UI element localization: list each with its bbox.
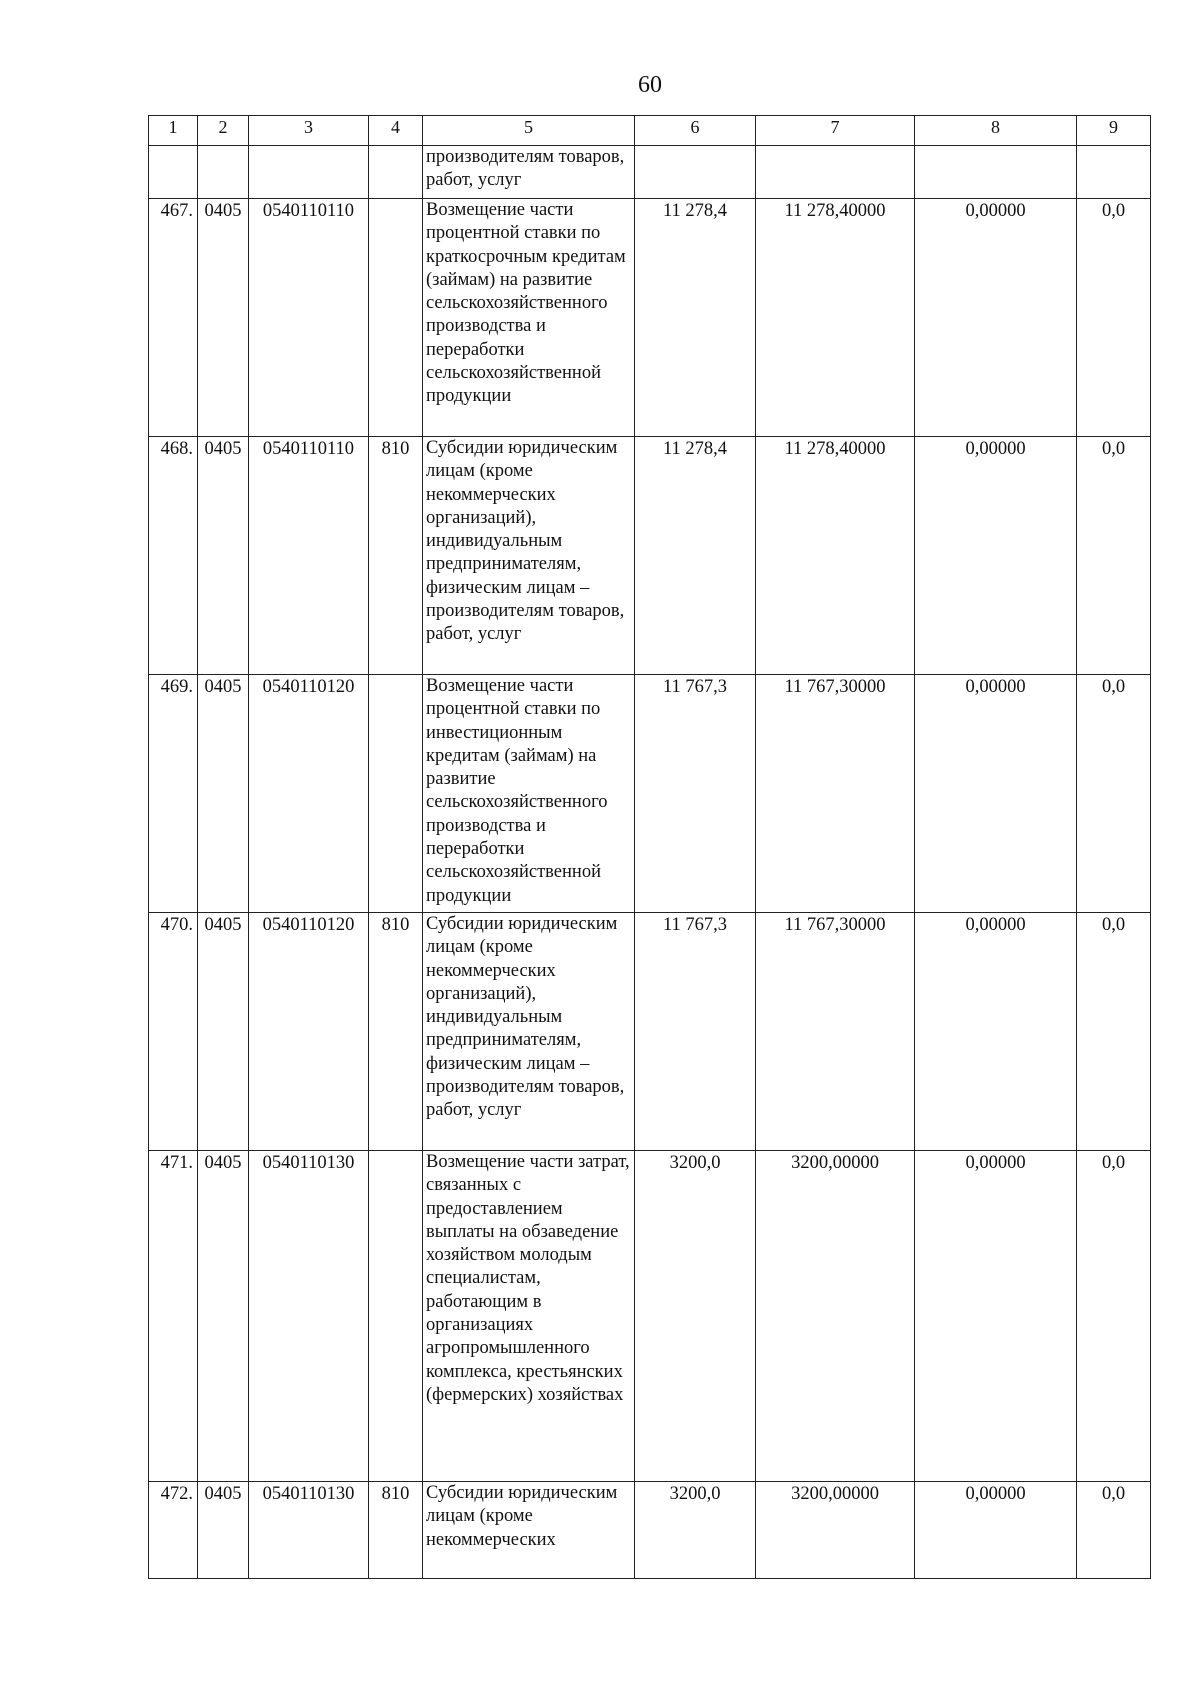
table-row: [149, 199, 1151, 437]
description-cell: Субсидии юридическим лицам (кроме некоммерческих организаций), индивидуальным предпринимателям, физическим лицам – производителям товаров, работ, услуг: [423, 437, 635, 675]
plan-value: 3200,0: [635, 1151, 756, 1482]
target-code: 0540110120: [249, 675, 369, 913]
target-code: 0540110110: [249, 437, 369, 675]
table-row: [149, 913, 1151, 1151]
plan-value: 3200,0: [635, 1482, 756, 1579]
percent-value: 0,0: [1077, 437, 1151, 675]
plan-value: 11 767,3: [635, 913, 756, 1151]
column-header: 4: [369, 116, 423, 146]
row-number: 471.: [149, 1151, 198, 1482]
table-row: [149, 675, 1151, 913]
table-row: [149, 437, 1151, 675]
expense-type: 810: [369, 437, 423, 675]
section-code: 0405: [198, 1482, 249, 1579]
column-header: 2: [198, 116, 249, 146]
executed-value: 11 767,30000: [756, 675, 915, 913]
remainder-value: 0,00000: [915, 1151, 1077, 1482]
column-header: 3: [249, 116, 369, 146]
plan-value: 11 278,4: [635, 199, 756, 437]
section-code: 0405: [198, 1151, 249, 1482]
executed-value: 3200,00000: [756, 1151, 915, 1482]
percent-value: 0,0: [1077, 199, 1151, 437]
remainder-value: 0,00000: [915, 1482, 1077, 1579]
expense-type: [369, 1151, 423, 1482]
description-cell: Субсидии юридическим лицам (кроме некоммерческих: [423, 1482, 635, 1579]
remainder-value: 0,00000: [915, 913, 1077, 1151]
column-header: 1: [149, 116, 198, 146]
percent-value: 0,0: [1077, 1482, 1151, 1579]
section-code: 0405: [198, 913, 249, 1151]
section-code: 0405: [198, 675, 249, 913]
table-row: [149, 1151, 1151, 1482]
section-code: 0405: [198, 437, 249, 675]
percent-value: 0,0: [1077, 675, 1151, 913]
column-header: 5: [423, 116, 635, 146]
executed-value: 11 278,40000: [756, 199, 915, 437]
executed-value: 3200,00000: [756, 1482, 915, 1579]
target-code: 0540110110: [249, 199, 369, 437]
remainder-value: 0,00000: [915, 199, 1077, 437]
description-cell: Возмещение части процентной ставки по краткосрочным кредитам (займам) на развитие сельскохозяйственного производства и переработки сельскохозяйственной продукции: [423, 199, 635, 437]
description-cell: производителям товаров, работ, услуг: [423, 146, 635, 199]
description-cell: Субсидии юридическим лицам (кроме некоммерческих организаций), индивидуальным предпринимателям, физическим лицам – производителям товаров, работ, услуг: [423, 913, 635, 1151]
column-header: 9: [1077, 116, 1151, 146]
executed-value: 11 767,30000: [756, 913, 915, 1151]
column-header: 7: [756, 116, 915, 146]
executed-value: 11 278,40000: [756, 437, 915, 675]
row-number: 470.: [149, 913, 198, 1151]
column-header: 6: [635, 116, 756, 146]
section-code: 0405: [198, 199, 249, 437]
page-number: 60: [638, 72, 662, 98]
target-code: 0540110130: [249, 1482, 369, 1579]
remainder-value: 0,00000: [915, 675, 1077, 913]
expense-type: 810: [369, 913, 423, 1151]
plan-value: 11 767,3: [635, 675, 756, 913]
row-number: 469.: [149, 675, 198, 913]
table-row: [149, 1482, 1151, 1579]
target-code: 0540110130: [249, 1151, 369, 1482]
header-row: [149, 116, 1151, 146]
row-number: 472.: [149, 1482, 198, 1579]
remainder-value: 0,00000: [915, 437, 1077, 675]
description-cell: Возмещение части затрат, связанных с предоставлением выплаты на обзаведение хозяйством молодым специалистам, работающим в организациях агропромышленного комплекса, крестьянских (фермерских) хозяйствах: [423, 1151, 635, 1482]
description-cell: Возмещение части процентной ставки по инвестиционным кредитам (займам) на развитие сельскохозяйственного производства и переработки сельскохозяйственной продукции: [423, 675, 635, 913]
column-header: 8: [915, 116, 1077, 146]
row-number: 468.: [149, 437, 198, 675]
expense-type: 810: [369, 1482, 423, 1579]
expense-type: [369, 199, 423, 437]
row-number: 467.: [149, 199, 198, 437]
percent-value: 0,0: [1077, 913, 1151, 1151]
budget-table: [148, 115, 1151, 1579]
expense-type: [369, 675, 423, 913]
target-code: 0540110120: [249, 913, 369, 1151]
plan-value: 11 278,4: [635, 437, 756, 675]
percent-value: 0,0: [1077, 1151, 1151, 1482]
continued-row: [149, 146, 1151, 199]
